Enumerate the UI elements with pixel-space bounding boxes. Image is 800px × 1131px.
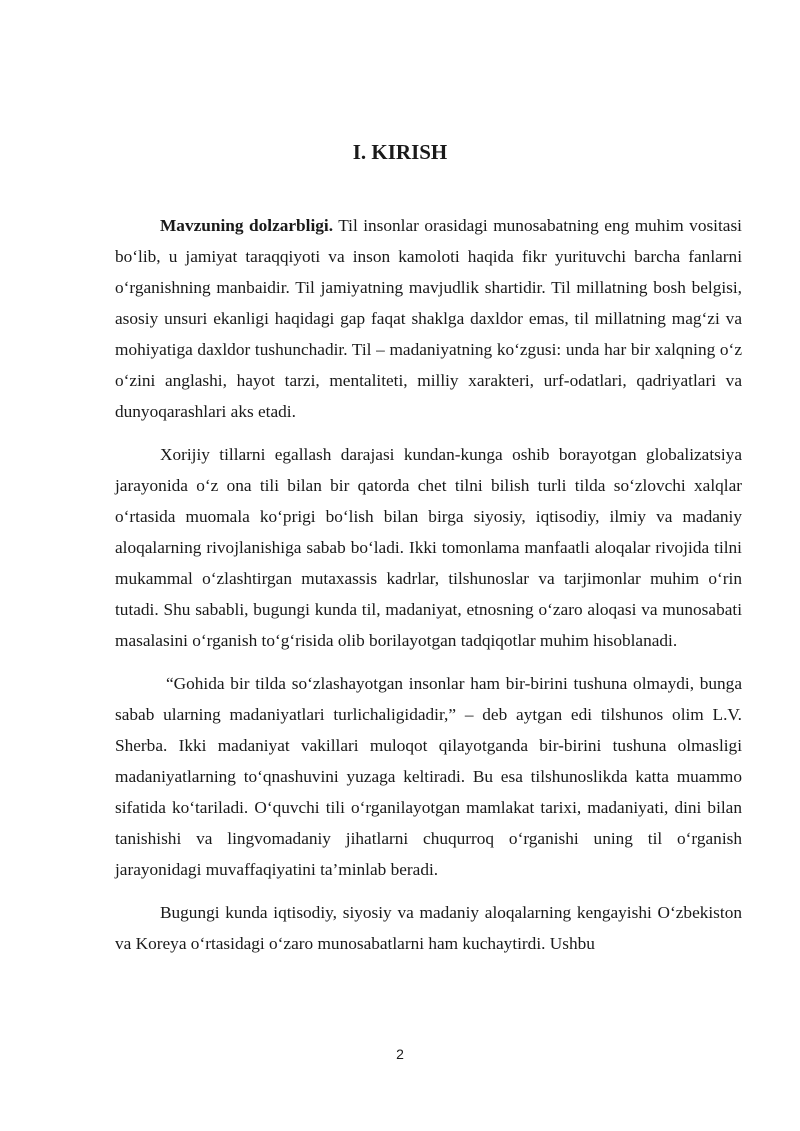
paragraph-lead: Mavzuning dolzarbligi. — [160, 216, 334, 235]
page-number: 2 — [396, 1046, 404, 1062]
paragraph-uzbek-korea: Bugungi kunda iqtisodiy, siyosiy va madaniy aloqalarning kengayishi O‘zbekiston va Koreya o‘rtasidagi o‘zaro munosabatlarni ham kuchaytirdi. Ushbu — [115, 903, 742, 953]
paragraph-relevance — [115, 210, 742, 427]
body-text — [115, 210, 742, 971]
paragraph-text: Til insonlar orasidagi munosabatning eng muhim vositasi bo‘lib, u jamiyat taraqqiyoti va inson kamoloti haqida fikr yurituvchi barcha fanlarni o‘rganishning manbaidir. Til jamiyatning mavjudlik shartidir. Til millatning bosh belgisi, asosiy unsuri ekanligi haqidagi gap faqat shaklga daxldor emas, til millatning mag‘zi va mohiyatiga daxldor tushunchadir. Til – madaniyatning ko‘zgusi: unda har bir xalqning o‘z o‘zini anglashi, hayot tarzi, mentaliteti, milliy xarakteri, urf-odatlari, qadriyatlari va dunyoqarashlari aks etadi. — [115, 216, 742, 421]
paragraph-foreign-languages: Xorijiy tillarni egallash darajasi kundan-kunga oshib borayotgan globalizatsiya jarayonida o‘z ona tili bilan bir qatorda chet tilni bilish turli tilda so‘zlovchi xalqlar o‘rtasida muomala ko‘prigi bo‘lish bilan birga siyosiy, iqtisodiy, ilmiy va madaniy aloqalarning rivojlanishiga sabab bo‘ladi. Ikki tomonlama manfaatli aloqalar rivojida tilni mukammal o‘zlashtirgan mutaxassis kadrlar, tilshunoslar va tarjimonlar muhim o‘rin tutadi. Shu sababli, bugungi kunda til, madaniyat, etnosning o‘zaro aloqasi va munosabati masalasini o‘rganish to‘g‘risida olib borilayotgan tadqiqotlar muhim hisoblanadi. — [115, 445, 742, 650]
paragraph-quote: “Gohida bir tilda so‘zlashayotgan insonlar ham bir-birini tushuna olmaydi, bunga sabab ularning madaniyatlari turlichaligidadir,” – deb aytgan edi tilshunos olim L.V. Sherba. Ikki madaniyat vakillari muloqot qilayotganda bir-birini tushuna olmasligi madaniyatlarning to‘qnashuvini yuzaga keltiradi. Bu esa tilshunoslikda katta muammo sifatida ko‘tariladi. O‘quvchi tili o‘rganilayotgan mamlakat tarixi, madaniyati, dini bilan tanishishi va lingvomadaniy jihatlarni chuqurroq o‘rganishi uning til o‘rganish jarayonidagi muvaffaqiyatini ta’minlab beradi. — [115, 674, 742, 879]
chapter-heading: I. KIRISH — [352, 140, 448, 164]
